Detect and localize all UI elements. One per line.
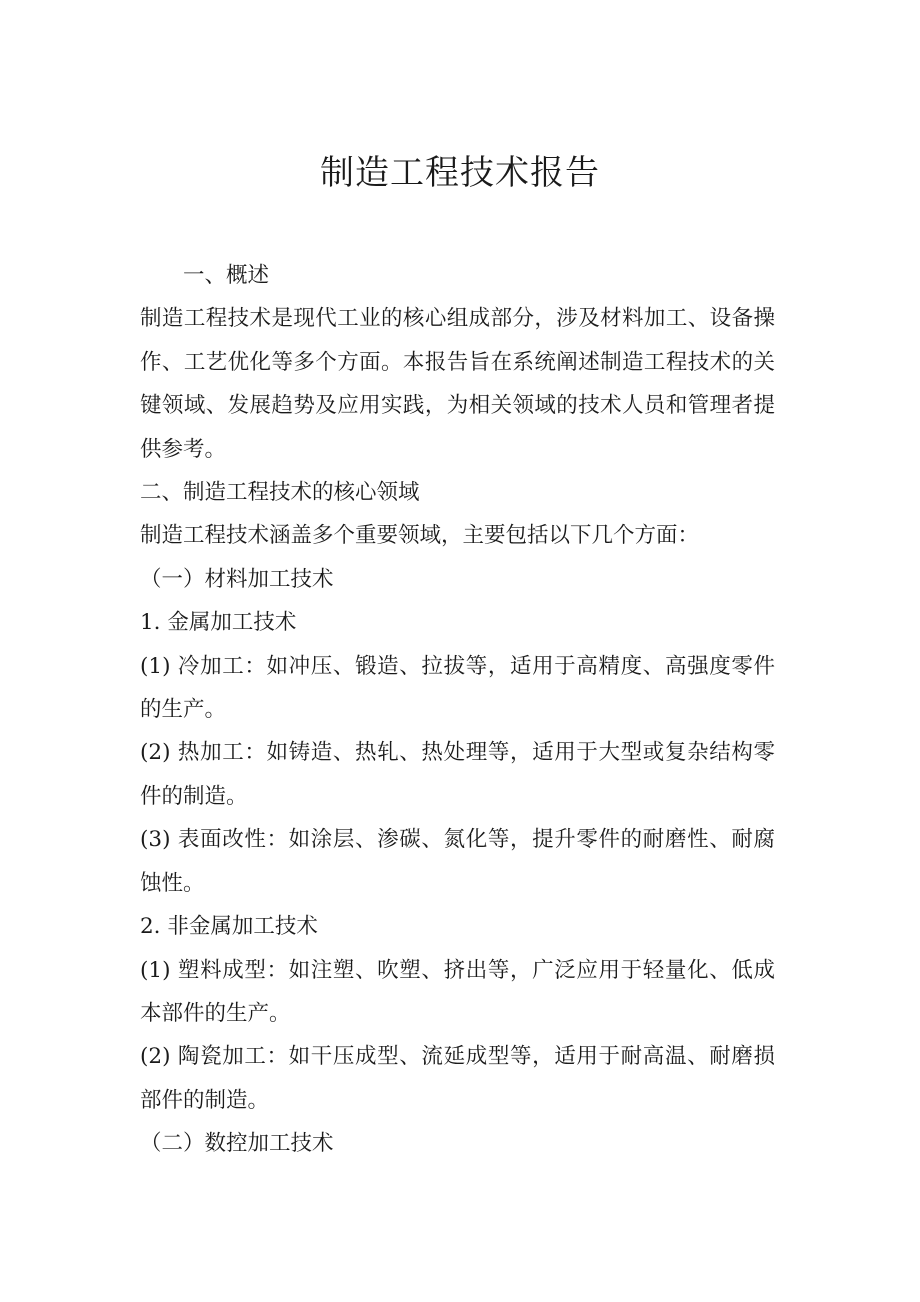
list-item-hot-working: (2) 热加工：如铸造、热轧、热处理等，适用于大型或复杂结构零件的制造。 <box>140 740 775 809</box>
section-heading-overview: 一、概述 <box>183 263 270 288</box>
section-heading-core-fields: 二、制造工程技术的核心领域 <box>140 480 420 506</box>
subsection-heading-cnc: （二）数控加工技术 <box>140 1131 334 1157</box>
subsection-heading-materials: （一）材料加工技术 <box>140 566 334 592</box>
paragraph-core-fields-intro: 制造工程技术涵盖多个重要领域，主要包括以下几个方面： <box>140 523 700 549</box>
list-item-ceramic-processing: (2) 陶瓷加工：如干压成型、流延成型等，适用于耐高温、耐磨损部件的制造。 <box>140 1044 775 1113</box>
document-title: 制造工程技术报告 <box>320 153 600 193</box>
document-body <box>140 254 775 1166</box>
list-item-cold-working: (1) 冷加工：如冲压、锻造、拉拔等，适用于高精度、高强度零件的生产。 <box>140 653 775 723</box>
item-heading-metal: 1. 金属加工技术 <box>140 610 297 636</box>
list-item-plastic-molding: (1) 塑料成型：如注塑、吹塑、挤出等，广泛应用于轻量化、低成本部件的生产。 <box>140 957 775 1026</box>
paragraph-overview: 制造工程技术是现代工业的核心组成部分，涉及材料加工、设备操作、工艺优化等多个方面。本报告旨在系统阐述制造工程技术的关键领域、发展趋势及应用实践，为相关领域的技术人员和管理者提供参考。 <box>140 306 775 462</box>
list-item-surface-modification: (3) 表面改性：如涂层、渗碳、氮化等，提升零件的耐磨性、耐腐蚀性。 <box>140 827 775 896</box>
item-heading-nonmetal: 2. 非金属加工技术 <box>140 914 318 940</box>
